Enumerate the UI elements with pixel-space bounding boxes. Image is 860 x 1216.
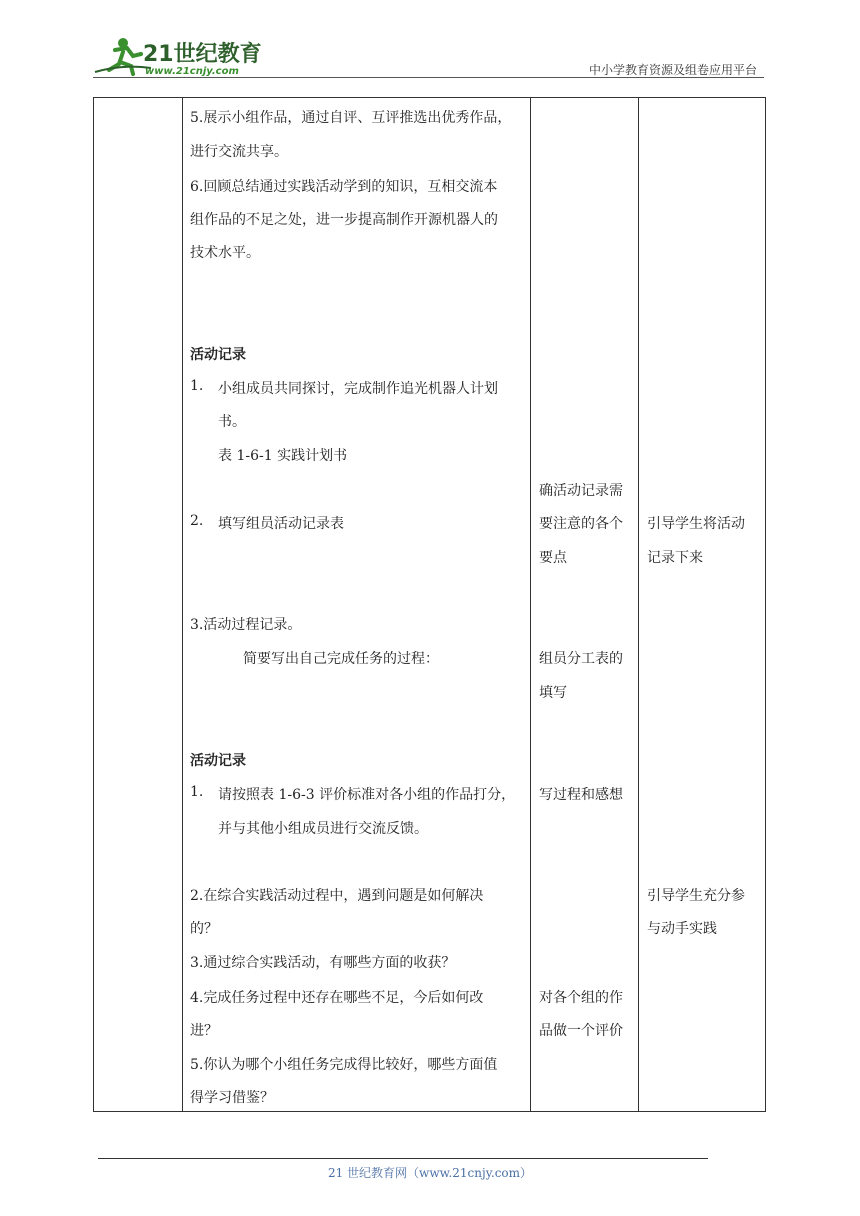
column-divider — [182, 98, 183, 1111]
teacher-note-1-line2: 记录下来 — [647, 550, 703, 566]
record-item-1-line2: 书。 — [218, 414, 246, 430]
activity-record-heading: 活动记录 — [190, 347, 246, 363]
record-item-2: 填写组员活动记录表 — [218, 516, 344, 532]
svg-text:www.21cnjy.com: www.21cnjy.com — [145, 66, 239, 77]
student-note-4-line1: 对各个组的作 — [539, 990, 623, 1006]
list-number: 2. — [190, 513, 204, 529]
eval-item-1-line1: 请按照表 1-6-3 评价标准对各小组的作品打分， — [218, 787, 516, 803]
step-6-line2: 组作品的不足之处，进一步提高制作开源机器人的 — [190, 212, 498, 228]
student-note-4-line2: 品做一个评价 — [539, 1023, 623, 1039]
step-6-line1: 6.回顾总结通过实践活动学到的知识，互相交流本 — [190, 179, 498, 195]
student-note-1-line3: 要点 — [539, 550, 567, 566]
record-item-3: 3.活动过程记录。 — [190, 617, 302, 633]
header-divider — [93, 77, 764, 78]
question-2-line1: 2.在综合实践活动过程中，遇到问题是如何解决 — [190, 888, 484, 904]
step-5-line2: 进行交流共享。 — [190, 144, 288, 160]
question-2-line2: 的？ — [190, 921, 218, 937]
list-number: 1. — [190, 378, 204, 394]
question-4-line1: 4.完成任务过程中还存在哪些不足，今后如何改 — [190, 990, 484, 1006]
eval-item-1-line2: 并与其他小组成员进行交流反馈。 — [218, 821, 428, 837]
question-3: 3.通过综合实践活动，有哪些方面的收获？ — [190, 955, 456, 971]
student-note-2-line2: 填写 — [539, 685, 567, 701]
teacher-note-1-line1: 引导学生将活动 — [647, 516, 745, 532]
column-divider — [530, 98, 531, 1111]
footer-divider — [98, 1158, 708, 1159]
student-note-2-line1: 组员分工表的 — [539, 651, 623, 667]
record-item-1-line1: 小组成员共同探讨，完成制作追光机器人计划 — [218, 381, 498, 397]
record-item-3-desc: 简要写出自己完成任务的过程： — [243, 651, 439, 667]
svg-text:21世纪教育: 21世纪教育 — [143, 42, 262, 67]
site-logo[interactable] — [93, 34, 268, 78]
question-4-line2: 进？ — [190, 1023, 218, 1039]
question-5-line1: 5.你认为哪个小组任务完成得比较好，哪些方面值 — [190, 1057, 498, 1073]
footer-text[interactable]: 21 世纪教育网（www.21cnjy.com） — [327, 1166, 533, 1180]
step-5-line1: 5.展示小组作品，通过自评、互评推选出优秀作品， — [190, 110, 512, 126]
step-6-line3: 技术水平。 — [190, 245, 260, 261]
list-number: 1. — [190, 784, 204, 800]
teacher-note-2-line1: 引导学生充分参 — [647, 888, 745, 904]
activity-record-heading-2: 活动记录 — [190, 753, 246, 769]
teacher-note-2-line2: 与动手实践 — [647, 921, 717, 937]
student-note-1-line1: 确活动记录需 — [539, 483, 623, 499]
platform-title: 中小学教育资源及组卷应用平台 — [588, 63, 757, 77]
question-5-line2: 得学习借鉴？ — [190, 1090, 274, 1106]
runner-logo-icon — [93, 34, 268, 78]
page-header — [0, 0, 860, 80]
student-note-3: 写过程和感想 — [539, 787, 623, 803]
table-caption: 表 1-6-1 实践计划书 — [218, 448, 348, 464]
student-note-1-line2: 要注意的各个 — [539, 516, 623, 532]
column-divider — [638, 98, 639, 1111]
